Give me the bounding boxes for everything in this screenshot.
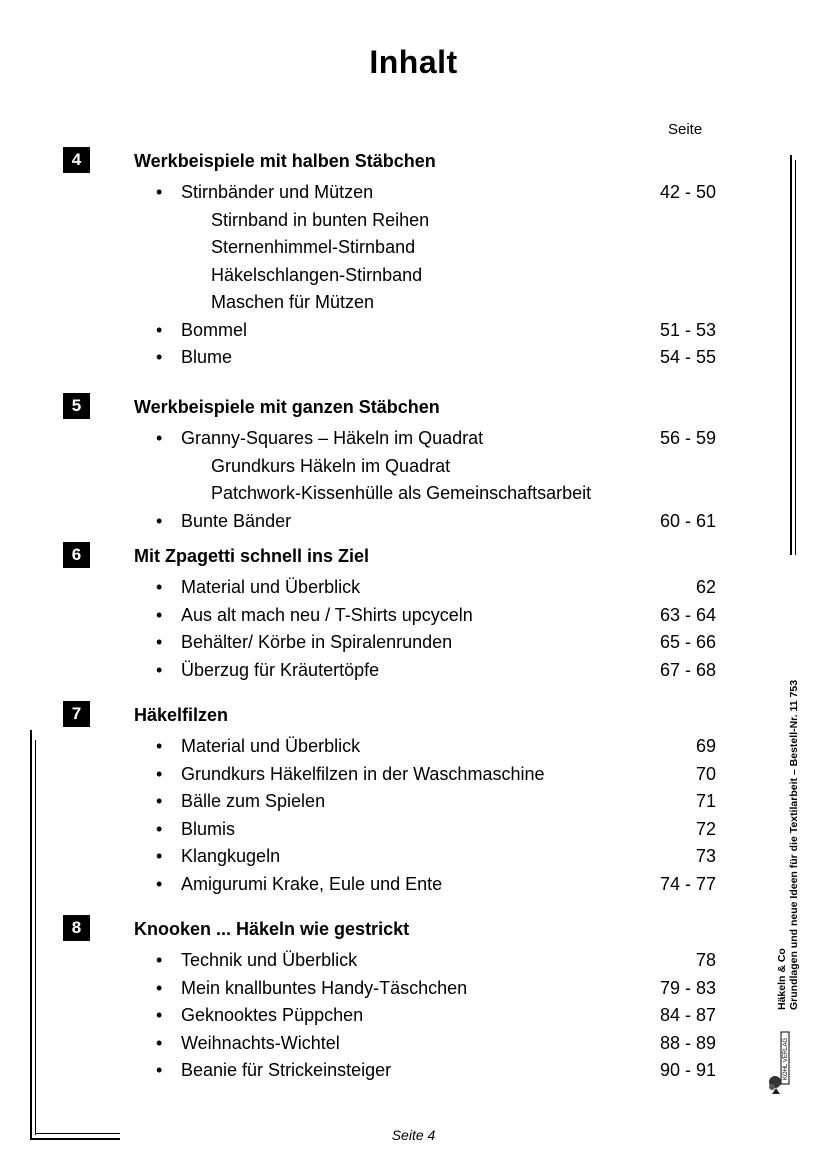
toc-item-pages: 60 - 61	[659, 510, 716, 531]
toc-item-label: Granny-Squares – Häkeln im Quadrat	[181, 428, 484, 448]
chapter-title: Häkelfilzen	[134, 705, 229, 725]
toc-subitem-label: Grundkurs Häkeln im Quadrat	[211, 455, 451, 476]
toc-item-label: Überzug für Kräutertöpfe	[181, 659, 380, 680]
chapter-title: Werkbeispiele mit halben Stäbchen	[134, 151, 436, 171]
toc-item-label: Blume	[181, 347, 233, 367]
bullet-icon: •	[156, 791, 163, 811]
toc-item-pages: 74 - 77	[659, 873, 716, 894]
toc-subitem-label: Stirnband in bunten Reihen	[211, 209, 430, 230]
bullet-icon: •	[156, 577, 163, 597]
page-column-header: Seite	[668, 121, 703, 138]
bullet-icon: •	[156, 1005, 163, 1025]
bullet-icon: •	[156, 604, 163, 625]
bullet-icon: •	[156, 428, 163, 448]
chapter-title: Mit Zpagetti schnell ins Ziel	[134, 546, 370, 566]
toc-item-pages: 70	[695, 763, 716, 784]
toc-item-label: Material und Überblick	[181, 736, 361, 756]
chapter-number-badge: 6	[63, 542, 90, 568]
toc-item-pages: 65 - 66	[659, 632, 716, 652]
svg-text:KOHL VERLAG: KOHL VERLAG	[783, 1037, 789, 1080]
toc-item-label: Behälter/ Körbe in Spiralenrunden	[181, 632, 453, 652]
toc-item-label: Weihnachts-Wichtel	[181, 1032, 340, 1053]
toc-item-pages: 54 - 55	[659, 347, 716, 367]
toc-subitem-label: Patchwork-Kissenhülle als Gemeinschaftsarbeit	[211, 483, 592, 503]
bullet-icon: •	[156, 632, 163, 652]
chapter-number-badge: 4	[63, 147, 90, 173]
toc-item-label: Mein knallbuntes Handy-Täschchen	[181, 977, 468, 998]
toc-item-pages: 63 - 64	[659, 604, 716, 625]
toc-item-label: Bunte Bänder	[181, 510, 292, 531]
bullet-icon: •	[156, 319, 163, 340]
toc-item-pages: 69	[695, 736, 716, 756]
toc-item-label: Aus alt mach neu / T-Shirts upcyceln	[181, 604, 473, 625]
left-frame-line	[30, 730, 32, 1140]
toc-item-label: Geknooktes Püppchen	[181, 1005, 364, 1025]
toc-item-pages: 79 - 83	[659, 977, 716, 998]
toc-item-label: Bommel	[181, 319, 248, 340]
bullet-icon: •	[156, 950, 163, 970]
toc-subitem-label: Häkelschlangen-Stirnband	[211, 264, 423, 285]
right-frame-line-thin	[795, 160, 796, 555]
toc-item-label: Grundkurs Häkelfilzen in der Waschmaschine	[181, 763, 545, 784]
toc-subitem-label: Maschen für Mützen	[211, 292, 375, 312]
bullet-icon: •	[156, 659, 163, 680]
bullet-icon: •	[156, 846, 163, 866]
toc-item-pages: 88 - 89	[659, 1032, 716, 1053]
bullet-icon: •	[156, 736, 163, 756]
bullet-icon: •	[156, 763, 163, 784]
toc-item-pages: 42 - 50	[659, 182, 716, 202]
bullet-icon: •	[156, 510, 163, 531]
toc-item-pages: 51 - 53	[659, 319, 716, 340]
toc-item-label: Technik und Überblick	[181, 950, 358, 970]
publisher-logo	[768, 1030, 790, 1095]
sidebar-publication-info	[776, 680, 800, 1010]
toc-item-pages: 62	[695, 577, 716, 597]
bullet-icon: •	[156, 873, 163, 894]
page-footer: Seite 4	[391, 1127, 436, 1143]
bullet-icon: •	[156, 977, 163, 998]
toc-item-label: Material und Überblick	[181, 577, 361, 597]
left-frame-line-thin	[35, 740, 36, 1135]
toc-item-pages: 84 - 87	[659, 1005, 716, 1025]
toc-item-pages: 56 - 59	[659, 428, 716, 448]
chapter-number-badge: 8	[63, 915, 90, 941]
toc-item-label: Klangkugeln	[181, 846, 281, 866]
toc-item-label: Blumis	[181, 818, 236, 839]
page-title: Inhalt	[369, 44, 458, 80]
toc-item-pages: 78	[695, 950, 716, 970]
toc-item-label: Stirnbänder und Mützen	[181, 182, 374, 202]
toc-item-pages: 71	[695, 791, 716, 811]
toc-item-label: Beanie für Strickeinsteiger	[181, 1060, 392, 1080]
bullet-icon: •	[156, 1032, 163, 1053]
chapter-number-badge: 5	[63, 393, 90, 419]
toc-item-pages: 67 - 68	[659, 659, 716, 680]
bullet-icon: •	[156, 182, 163, 202]
toc-item-label: Bälle zum Spielen	[181, 791, 326, 811]
toc-item-pages: 73	[695, 846, 716, 866]
chapter-title: Werkbeispiele mit ganzen Stäbchen	[134, 397, 440, 417]
toc-item-label: Amigurumi Krake, Eule und Ente	[181, 873, 443, 894]
right-frame-line	[790, 155, 792, 555]
toc-subitem-label: Sternenhimmel-Stirnband	[211, 237, 416, 257]
toc-item-pages: 90 - 91	[659, 1060, 716, 1080]
bullet-icon: •	[156, 347, 163, 367]
bullet-icon: •	[156, 1060, 163, 1080]
bullet-icon: •	[156, 818, 163, 839]
toc-item-pages: 72	[695, 818, 716, 839]
sidebar-line2: Grundlagen und neue Ideen für die Textilarbeit – Bestell-Nr. 11 753	[788, 679, 800, 1010]
chapter-title: Knooken ... Häkeln wie gestrickt	[134, 919, 410, 939]
sidebar-line1: Häkeln & Co	[776, 948, 788, 1010]
chapter-number-badge: 7	[63, 701, 90, 727]
